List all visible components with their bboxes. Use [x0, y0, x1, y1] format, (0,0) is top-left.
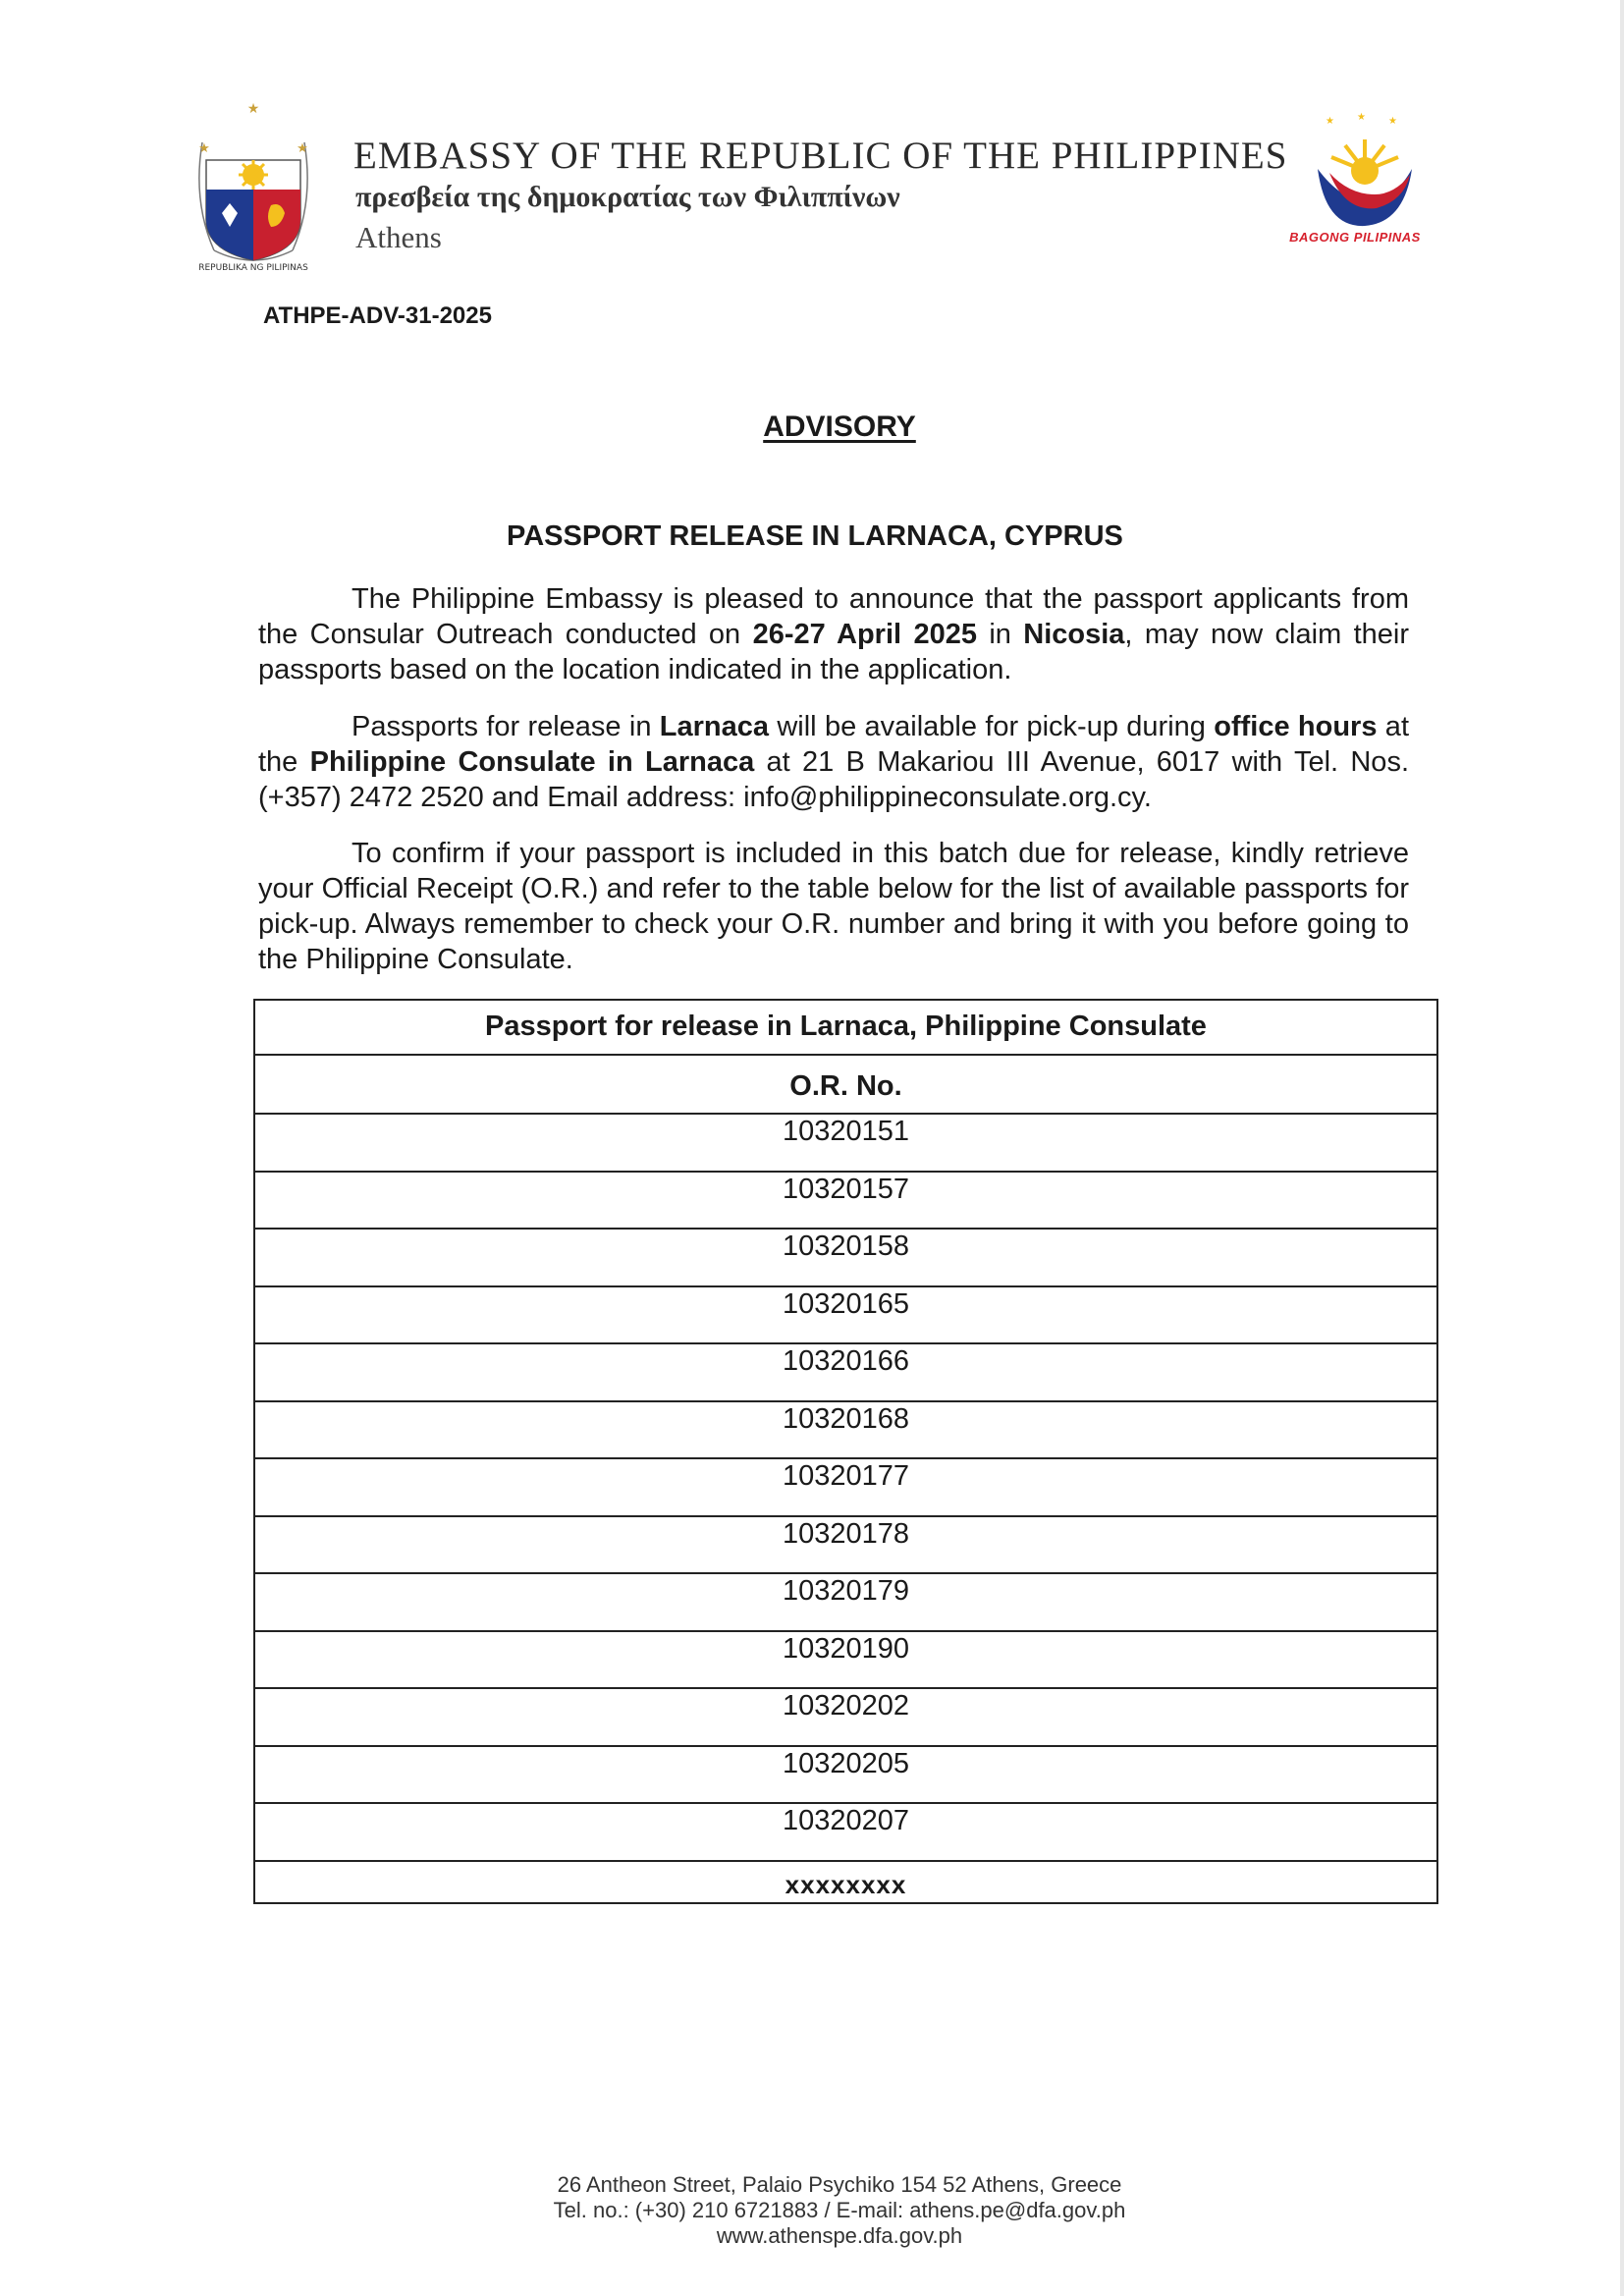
- embassy-title-greek: πρεσβεία της δημοκρατίας των Φιλιππίνων: [355, 181, 900, 213]
- reference-number: ATHPE-ADV-31-2025: [263, 302, 492, 329]
- table-row: [255, 1230, 1436, 1287]
- svg-text:★: ★: [297, 140, 308, 155]
- table-row: [255, 1632, 1436, 1690]
- or-number: 10320205: [782, 1747, 910, 1779]
- table-row: [255, 1344, 1436, 1402]
- svg-text:★: ★: [198, 140, 210, 155]
- svg-text:★: ★: [1357, 112, 1366, 123]
- advisory-subject: PASSPORT RELEASE IN LARNACA, CYPRUS: [507, 520, 1123, 552]
- footer-contact: Tel. no.: (+30) 210 6721883 / E-mail: athens.pe@dfa.gov.ph: [553, 2198, 1126, 2222]
- bagong-pilipinas-text: BAGONG PILIPINAS: [1289, 230, 1421, 245]
- or-number: 10320168: [782, 1402, 910, 1435]
- or-number: 10320165: [782, 1287, 910, 1320]
- paragraph-pickup-details: Passports for release in Larnaca will be available for pick-up during office hours at the Philippine Consulate in Larnaca at 21 B Makariou III Avenue, 6017 with Tel. Nos. (+357) 2472 2520 and Email address: info@philippineconsulate.org.cy.: [258, 711, 1409, 813]
- svg-text:★: ★: [1388, 116, 1397, 127]
- table-row: [255, 1459, 1436, 1517]
- svg-text:★: ★: [1326, 116, 1334, 127]
- table-row: [255, 1115, 1436, 1173]
- embassy-city: Athens: [355, 220, 442, 254]
- or-number: 10320190: [782, 1632, 910, 1665]
- or-number: 10320179: [782, 1575, 910, 1607]
- or-number: 10320177: [782, 1460, 910, 1492]
- page-edge: [1620, 0, 1624, 2296]
- or-number: 10320166: [782, 1345, 910, 1377]
- table-row: [255, 1402, 1436, 1460]
- or-number: 10320202: [782, 1690, 910, 1722]
- table-closing-row: xxxxxxxx: [785, 1870, 907, 1899]
- footer-address: 26 Antheon Street, Palaio Psychiko 154 52 Athens, Greece: [557, 2172, 1122, 2197]
- table-row: [255, 1517, 1436, 1575]
- paragraph-confirm-instructions: To confirm if your passport is included in this batch due for release, kindly retrieve your Official Receipt (O.R.) and refer to the table below for the list of available passports for pick-up. Always remember to check your O.R. number and bring it with you before going to the Philippine Consulate.: [258, 838, 1409, 975]
- bagong-pilipinas-logo: [1286, 110, 1443, 247]
- or-number: 10320151: [782, 1116, 910, 1147]
- or-number: 10320178: [782, 1517, 910, 1550]
- embassy-title: EMBASSY OF THE REPUBLIC OF THE PHILIPPINES: [353, 135, 1288, 177]
- seal-text: REPUBLIKA NG PILIPINAS: [198, 263, 308, 272]
- paragraph-announcement: The Philippine Embassy is pleased to announce that the passport applicants from the Consular Outreach conducted on 26-27 April 2025 in Nicosia, may now claim their passports based on the location indicated in the application.: [258, 583, 1409, 685]
- svg-text:★: ★: [246, 103, 260, 116]
- table-title: Passport for release in Larnaca, Philippine Consulate: [255, 1001, 1436, 1056]
- table-row: [255, 1574, 1436, 1632]
- footer-website: www.athenspe.dfa.gov.ph: [716, 2223, 963, 2248]
- table-column-header: O.R. No.: [255, 1056, 1436, 1115]
- table-row: [255, 1747, 1436, 1805]
- table-row: [255, 1287, 1436, 1345]
- philippine-seal: [185, 103, 322, 272]
- table-row: [255, 1804, 1436, 1862]
- or-number: 10320207: [782, 1805, 910, 1836]
- table-row: [255, 1173, 1436, 1230]
- release-table: [253, 999, 1438, 1904]
- or-number: 10320158: [782, 1230, 910, 1262]
- table-row: [255, 1689, 1436, 1747]
- advisory-heading: ADVISORY: [763, 410, 916, 443]
- or-number: 10320157: [782, 1173, 910, 1205]
